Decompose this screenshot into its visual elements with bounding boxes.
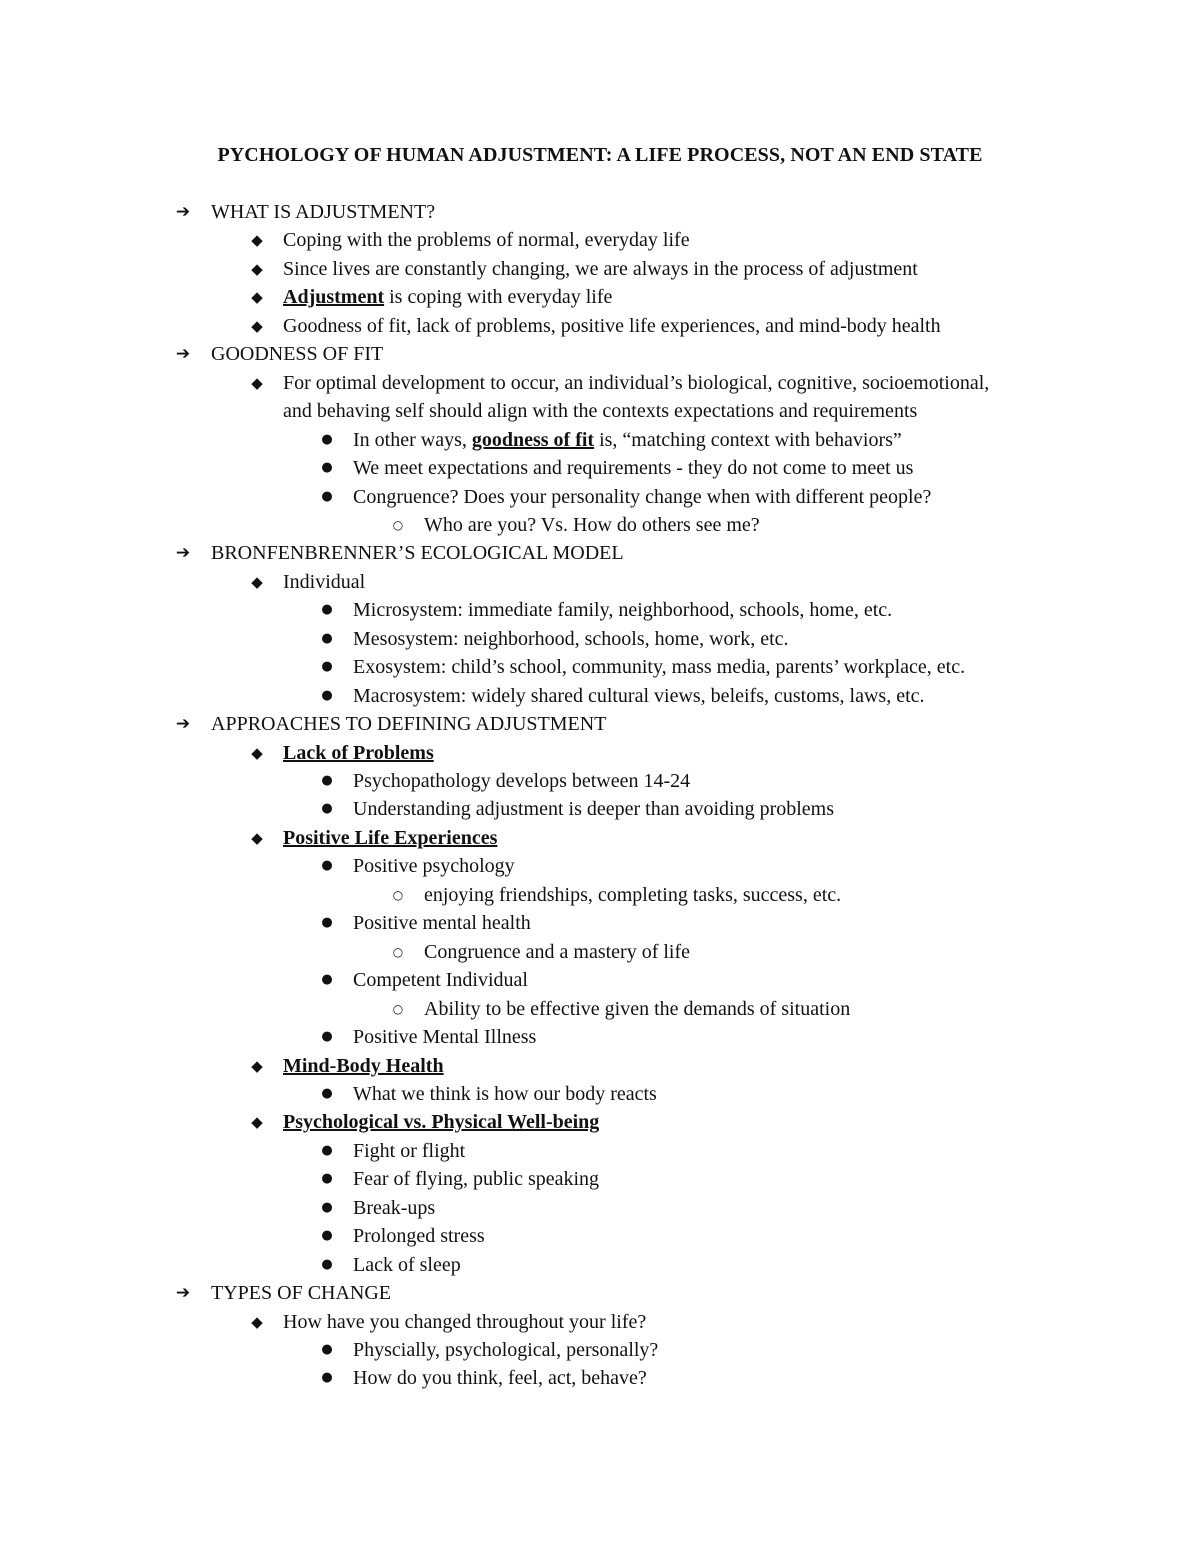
- key-term: Adjustment: [283, 286, 385, 309]
- text-segment: Since lives are constantly changing, we are always in the process of adjustment: [283, 257, 918, 280]
- text-segment: Fight or flight: [353, 1139, 466, 1162]
- text-segment: Competent Individual: [353, 969, 528, 992]
- outline-item-text: [211, 539, 624, 568]
- outline-item-text: [283, 397, 917, 426]
- outline-item-text: [283, 226, 690, 255]
- text-segment: Goodness of fit, lack of problems, positive life experiences, and mind-body health: [283, 314, 941, 337]
- outline-item-level-2: [0, 426, 1200, 455]
- text-segment: Coping with the problems of normal, everyday life: [283, 229, 690, 252]
- outline-item-level-1: [0, 255, 1200, 284]
- dot-bullet-icon: ●: [321, 488, 333, 504]
- outline-item-level-0: [0, 340, 1200, 369]
- outline-item-text: [353, 625, 789, 654]
- text-segment: We meet expectations and requirements - they do not come to meet us: [353, 457, 914, 480]
- text-segment: Exosystem: child’s school, community, mass media, parents’ workplace, etc.: [353, 656, 966, 679]
- outline-item-level-2: [0, 682, 1200, 711]
- outline-item-level-2: [0, 1222, 1200, 1251]
- text-segment: Physcially, psychological, personally?: [353, 1339, 659, 1361]
- text-segment: Break-ups: [353, 1196, 436, 1219]
- text-segment: Ability to be effective given the demands of situation: [424, 997, 851, 1020]
- outline-item-level-3: [0, 995, 1200, 1024]
- outline-item-text: [353, 1023, 536, 1052]
- outline-item-text: [353, 483, 931, 512]
- text-segment: APPROACHES TO DEFINING ADJUSTMENT: [211, 713, 607, 736]
- dot-bullet-icon: ●: [321, 1199, 333, 1215]
- diamond-bullet-icon: ◆: [251, 1113, 263, 1132]
- outline-item-text: [424, 995, 850, 1024]
- outline-item-text: [353, 1137, 465, 1166]
- dot-bullet-icon: ●: [321, 801, 333, 817]
- text-segment: is coping with everyday life: [384, 286, 613, 309]
- arrow-bullet-icon: ➔: [175, 1283, 191, 1304]
- text-segment: Lack of sleep: [353, 1253, 461, 1276]
- outline-item-text: [211, 340, 383, 369]
- outline-item-text: [353, 966, 528, 995]
- dot-bullet-icon: ●: [321, 1171, 333, 1187]
- outline-item-level-1: [0, 283, 1200, 312]
- dot-bullet-icon: ●: [321, 630, 333, 646]
- outline-item-level-1: [0, 226, 1200, 255]
- outline-item-level-1: [0, 1108, 1200, 1137]
- diamond-bullet-icon: ◆: [251, 743, 263, 762]
- outline-item-level-2: [0, 1364, 1200, 1393]
- outline-item-text: [424, 938, 690, 967]
- outline-item-level-2: [0, 625, 1200, 654]
- outline-item-level-1: [0, 397, 1200, 426]
- dot-bullet-icon: ●: [321, 915, 333, 931]
- dot-bullet-icon: ●: [321, 1256, 333, 1272]
- text-segment: Congruence and a mastery of life: [424, 940, 691, 963]
- outline-item-level-2: [0, 1023, 1200, 1052]
- dot-bullet-icon: ●: [321, 858, 333, 874]
- text-segment: Positive Mental Illness: [353, 1026, 537, 1049]
- outline-item-text: [283, 1052, 444, 1081]
- outline-item-text: [211, 1279, 391, 1308]
- dot-bullet-icon: ●: [321, 1029, 333, 1045]
- outline-item-text: [424, 511, 760, 540]
- outline-item-level-3: [0, 881, 1200, 910]
- outline-item-text: [353, 1165, 599, 1194]
- diamond-bullet-icon: ◆: [251, 373, 263, 392]
- outline-item-text: [353, 852, 515, 881]
- outline-item-level-2: [0, 767, 1200, 796]
- outline-item-level-2: [0, 1080, 1200, 1109]
- outline-item-level-0: [0, 539, 1200, 568]
- outline-item-text: [353, 653, 965, 682]
- dot-bullet-icon: ●: [321, 1142, 333, 1158]
- outline-item-level-2: [0, 966, 1200, 995]
- outline-item-level-1: [0, 824, 1200, 853]
- circle-bullet-icon: ○: [392, 1001, 404, 1016]
- text-segment: BRONFENBRENNER’S ECOLOGICAL MODEL: [211, 542, 624, 565]
- dot-bullet-icon: ●: [321, 460, 333, 476]
- outline-item-text: [283, 369, 989, 398]
- outline-item-level-2: [0, 1137, 1200, 1166]
- diamond-bullet-icon: ◆: [251, 828, 263, 847]
- outline-item-text: [283, 1308, 646, 1337]
- text-segment: Individual: [283, 570, 366, 593]
- outline-item-level-3: [0, 938, 1200, 967]
- dot-bullet-icon: ●: [321, 687, 333, 703]
- diamond-bullet-icon: ◆: [251, 1312, 263, 1331]
- outline-item-text: [353, 767, 690, 796]
- outline-item-text: [353, 682, 925, 711]
- outline-item-text: [283, 1108, 599, 1137]
- text-segment: What we think is how our body reacts: [353, 1082, 657, 1105]
- text-segment: is, “matching context with behaviors”: [594, 428, 902, 451]
- dot-bullet-icon: ●: [321, 1342, 333, 1357]
- circle-bullet-icon: ○: [392, 517, 404, 532]
- text-segment: Congruence? Does your personality change when with different people?: [353, 485, 932, 508]
- text-segment: Mesosystem: neighborhood, schools, home, work, etc.: [353, 627, 789, 650]
- circle-bullet-icon: ○: [392, 887, 404, 902]
- dot-bullet-icon: ●: [321, 659, 333, 675]
- dot-bullet-icon: ●: [321, 972, 333, 988]
- dot-bullet-icon: ●: [321, 1085, 333, 1101]
- diamond-bullet-icon: ◆: [251, 259, 263, 278]
- dot-bullet-icon: ●: [321, 1228, 333, 1244]
- arrow-bullet-icon: ➔: [175, 344, 191, 365]
- outline-item-text: [353, 909, 531, 938]
- outline-item-level-0: [0, 710, 1200, 739]
- diamond-bullet-icon: ◆: [251, 316, 263, 335]
- text-segment: How do you think, feel, act, behave?: [353, 1367, 647, 1390]
- text-segment: How have you changed throughout your life?: [283, 1310, 647, 1333]
- outline-item-text: [353, 596, 892, 625]
- outline-item-level-3: [0, 511, 1200, 540]
- text-segment: Macrosystem: widely shared cultural views, beleifs, customs, laws, etc.: [353, 684, 925, 707]
- dot-bullet-icon: ●: [321, 602, 333, 618]
- outline-item-text: [353, 1251, 461, 1280]
- outline-item-text: [283, 283, 612, 312]
- outline-item-level-2: [0, 1165, 1200, 1194]
- outline-item-text: [283, 255, 918, 284]
- diamond-bullet-icon: ◆: [251, 288, 263, 307]
- text-segment: In other ways,: [353, 428, 472, 451]
- text-segment: Understanding adjustment is deeper than avoiding problems: [353, 798, 835, 821]
- dot-bullet-icon: ●: [321, 431, 333, 447]
- outline-item-level-2: [0, 909, 1200, 938]
- dot-bullet-icon: ●: [321, 773, 333, 788]
- outline-item-text: [353, 1336, 658, 1365]
- text-segment: Prolonged stress: [353, 1225, 485, 1248]
- circle-bullet-icon: ○: [392, 944, 404, 959]
- outline-item-level-2: [0, 1194, 1200, 1223]
- outline-item-level-0: [0, 198, 1200, 227]
- arrow-bullet-icon: ➔: [175, 543, 191, 564]
- outline-item-level-2: [0, 483, 1200, 512]
- outline-item-level-2: [0, 1251, 1200, 1280]
- text-segment: Fear of flying, public speaking: [353, 1168, 600, 1191]
- diamond-bullet-icon: ◆: [251, 572, 263, 591]
- outline-item-level-1: [0, 739, 1200, 768]
- text-segment: Who are you? Vs. How do others see me?: [424, 513, 760, 536]
- text-segment: Psychopathology develops between 14-24: [353, 770, 691, 792]
- outline-item-level-2: [0, 653, 1200, 682]
- outline-item-level-2: [0, 795, 1200, 824]
- outline-item-text: [353, 795, 834, 824]
- text-segment: enjoying friendships, completing tasks, success, etc.: [424, 883, 842, 906]
- text-segment: and behaving self should align with the contexts expectations and requirements: [283, 400, 918, 423]
- outline-item-text: [283, 568, 365, 597]
- outline-item-level-1: [0, 1308, 1200, 1337]
- outline-item-text: [211, 198, 435, 227]
- outline-item-level-1: [0, 1052, 1200, 1081]
- diamond-bullet-icon: ◆: [251, 231, 263, 250]
- outline-item-text: [353, 1364, 647, 1393]
- outline-item-level-1: [0, 369, 1200, 398]
- outline-item-level-2: [0, 1336, 1200, 1365]
- outline-item-level-2: [0, 596, 1200, 625]
- outline-item-text: [283, 312, 941, 341]
- text-segment: GOODNESS OF FIT: [211, 343, 384, 366]
- outline-item-level-1: [0, 568, 1200, 597]
- outline-item-text: [283, 739, 434, 768]
- text-segment: WHAT IS ADJUSTMENT?: [211, 201, 436, 223]
- outline-item-text: [353, 454, 913, 483]
- page-title: PYCHOLOGY OF HUMAN ADJUSTMENT: A LIFE PROCESS, NOT AN END STATE: [217, 144, 983, 166]
- key-term: goodness of fit: [471, 428, 595, 451]
- outline-item-text: [353, 426, 902, 455]
- outline-item-text: [353, 1080, 657, 1109]
- outline-item-text: [353, 1222, 485, 1251]
- outline-item-level-0: [0, 1279, 1200, 1308]
- outline-item-text: [283, 824, 497, 853]
- text-segment: TYPES OF CHANGE: [211, 1282, 392, 1305]
- text-segment: Positive mental health: [353, 912, 531, 935]
- dot-bullet-icon: ●: [321, 1370, 333, 1386]
- arrow-bullet-icon: ➔: [175, 714, 191, 735]
- outline-item-level-2: [0, 454, 1200, 483]
- key-term: Positive Life Experiences: [283, 826, 498, 849]
- diamond-bullet-icon: ◆: [251, 1056, 263, 1075]
- outline-item-text: [353, 1194, 435, 1223]
- outline-item-level-1: [0, 312, 1200, 341]
- text-segment: For optimal development to occur, an individual’s biological, cognitive, socioemotional,: [283, 371, 990, 394]
- key-term: Mind-Body Health: [283, 1054, 444, 1077]
- outline-item-text: [424, 881, 841, 910]
- text-segment: Positive psychology: [353, 855, 515, 878]
- text-segment: Microsystem: immediate family, neighborhood, schools, home, etc.: [353, 599, 893, 622]
- arrow-bullet-icon: ➔: [175, 202, 191, 222]
- outline-item-text: [211, 710, 606, 739]
- key-term: Psychological vs. Physical Well-being: [283, 1111, 600, 1134]
- key-term: Lack of Problems: [283, 741, 434, 764]
- outline-item-level-2: [0, 852, 1200, 881]
